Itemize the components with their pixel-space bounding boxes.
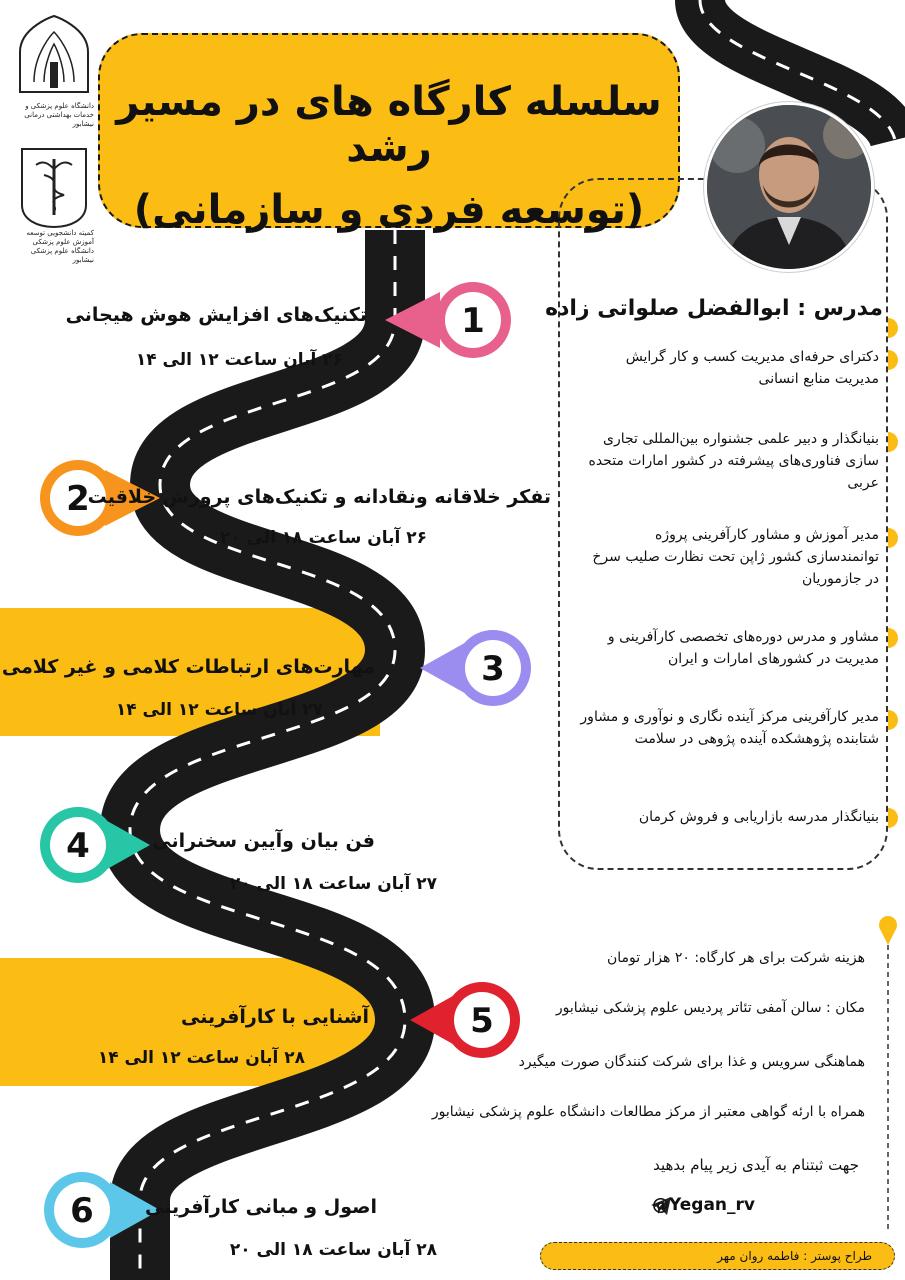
workshop-2-title: تفکر خلاقانه ونقادانه و تکنیک‌های پرورش خلاقیت: [87, 486, 551, 508]
pin-5-number: 5: [470, 1001, 494, 1041]
designer-credit: طراح پوستر : فاطمه روان مهر: [540, 1242, 895, 1270]
location-pin-icon: [879, 916, 897, 945]
pin-2-number: 2: [66, 479, 90, 519]
committee-logo-caption: کمیته دانشجویی توسعه آموزش علوم پزشکی دانشگاه علوم پزشکی نیشابور: [26, 229, 94, 264]
university-logo: [14, 12, 94, 132]
page-title: سلسله کارگاه های در مسیر رشد: [116, 79, 662, 171]
pin-3: [420, 630, 531, 706]
instructor-bio-1: دکترای حرفه‌ای مدیریت کسب و کار گرایش مدیریت منابع انسانی: [625, 349, 879, 387]
workshop-5-title: آشنایی با کارآفرینی: [181, 1006, 369, 1028]
avatar: [707, 105, 871, 269]
instructor-bio-4: مشاور و مدرس دوره‌های تخصصی کارآفرینی و مدیریت در کشورهای امارات و ایران: [607, 629, 879, 667]
university-logo-caption: دانشگاه علوم پزشکی و خدمات بهداشتی درمانی نیشابور: [24, 102, 94, 128]
fee-info: هزینه شرکت برای هر کارگاه: ۲۰ هزار تومان: [607, 950, 865, 966]
instructor-bio-6: بنیانگذار مدرسه بازاریابی و فروش کرمان: [638, 809, 879, 825]
location-info: مکان : سالن آمفی تئاتر پردیس علوم پزشکی نیشابور: [555, 1000, 865, 1016]
instructor-bio-3: مدیر آموزش و مشاور کارآفرینی پروژه توانمندسازی کشور ژاپن تحت نظارت صلیب سرخ در جازموریان: [592, 527, 879, 587]
workshop-6-date: ۲۸ آبان ساعت ۱۸ الی ۲۰: [229, 1240, 437, 1260]
instructor-photo: [704, 102, 874, 272]
telegram-id[interactable]: @Yegan_rv: [652, 1195, 755, 1215]
workshop-1-title: تکنیک‌های افزایش هوش هیجانی: [65, 304, 367, 326]
workshop-5-date: ۲۸ آبان ساعت ۱۲ الی ۱۴: [97, 1048, 305, 1068]
pin-4-number: 4: [66, 826, 90, 866]
committee-emblem-icon: [14, 145, 94, 230]
pin-1-number: 1: [461, 301, 485, 341]
coordination-info: هماهنگی سرویس و غذا برای شرکت کنندگان صورت میگیرد: [518, 1054, 865, 1070]
instructor-bio-5: مدیر کارآفرینی مرکز آینده نگاری و نوآوری و مشاور شتابنده پژوهشکده آینده پژوهی در سلامت: [580, 709, 879, 747]
pin-6-number: 6: [70, 1191, 94, 1231]
workshop-1-date: ۲۶ آبان ساعت ۱۲ الی ۱۴: [135, 350, 343, 370]
workshop-3-date: ۲۷ آبان ساعت ۱۲ الی ۱۴: [115, 700, 323, 720]
page-subtitle: (توسعه فردی و سازمانی): [133, 187, 645, 233]
workshop-6-title: اصول و مبانی کارآفرینی: [145, 1196, 377, 1218]
register-info: جهت ثبتنام به آیدی زیر پیام بدهید: [653, 1156, 859, 1174]
workshop-4-date: ۲۷ آبان ساعت ۱۸ الی ۲۰: [229, 874, 437, 894]
instructor-name: مدرس : ابوالفضل صلواتی زاده: [545, 296, 883, 321]
workshop-3-title: مهارت‌های ارتباطات کلامی و غیر کلامی: [1, 656, 375, 678]
pin-3-number: 3: [481, 649, 505, 689]
panel-bullets: [888, 318, 898, 828]
instructor-bio-2: بنیانگذار و دبیر علمی جشنواره بین‌المللی تجاری سازی فناوری‌های پیشرفته در کشور امارات متحده عربی: [588, 431, 879, 491]
workshop-4-title: فن بیان وآیین سخنرانی: [152, 830, 375, 852]
university-emblem-icon: [14, 12, 94, 102]
workshop-2-date: ۲۶ آبان ساعت ۱۸ الی ۲۰: [219, 528, 427, 548]
committee-logo: [14, 145, 94, 265]
certificate-info: همراه با ارئه گواهی معتبر از مرکز مطالعات دانشگاه علوم پزشکی نیشابور: [431, 1104, 865, 1120]
